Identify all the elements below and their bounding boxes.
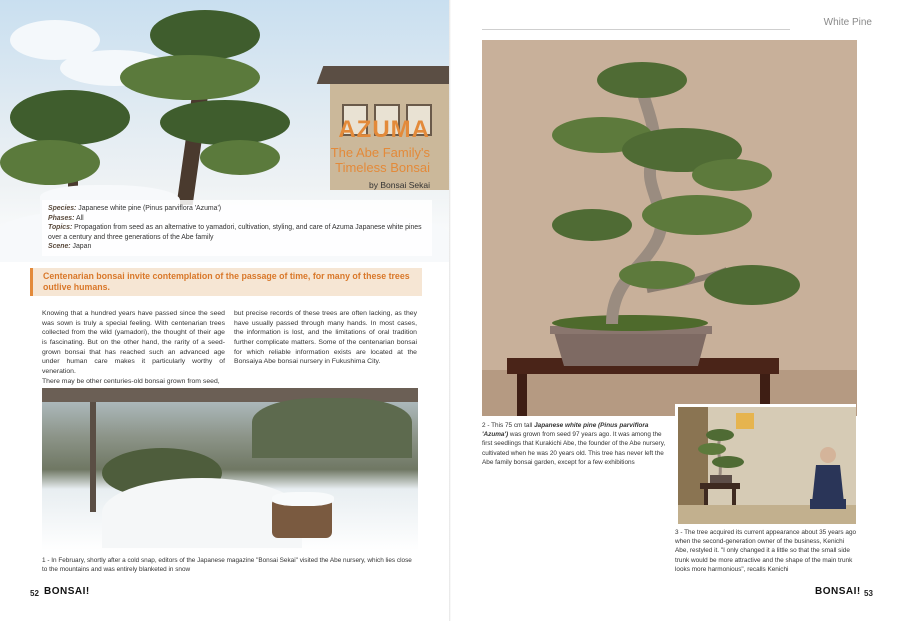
article-title: AZUMA [338, 116, 430, 143]
lead-paragraph: Centenarian bonsai invite contemplation of the passage of time, for many of these trees outlive humans. [30, 268, 422, 296]
caption-3: 3 - The tree acquired its current appearance about 35 years ago when the second-generation owner of the business, Kenichi Abe, restyled it. "I only changed it a little so that the small side trunk would be more attractive and the shape of the main trunk looks more harmonious", recalls Kenichi [675, 529, 857, 573]
section-tag: White Pine [823, 17, 872, 28]
brand-logo-left: BONSAI! [44, 586, 90, 597]
article-subtitle-line1: The Abe Family's [330, 145, 430, 160]
body-paragraph: but precise records of these trees are often lacking, as they have usually passed through many hands. In most cases, the information is lost, and the limitations of oral tradition further complicate matters. Some of the centenarian bonsai for which reliable information exists are located at the Bonsaiya Abe bonsai nursery in Fukushima City. [234, 310, 417, 366]
body-column-2 [234, 309, 417, 367]
article-title-block [260, 118, 430, 190]
article-subtitle-line2: Timeless Bonsai [335, 159, 430, 175]
owner-with-bonsai-illustration [678, 407, 856, 524]
azuma-bonsai-photo [482, 40, 857, 416]
meta-phases: Phases: All [48, 214, 84, 222]
right-page [450, 0, 900, 621]
meta-topics: Topics: Propagation from seed as an alternative to yamadori, cultivation, styling, and care of Azuma Japanese white pines over a century and three generations of the Abe family [48, 224, 422, 241]
header-rule [482, 29, 790, 30]
article-meta-box [42, 200, 432, 256]
article-byline: by Bonsai Sekai [369, 179, 430, 190]
caption-2: 2 - This 75 cm tall Japanese white pine (Pinus parviflora 'Azuma') was grown from seed 97 years ago. It was among the first seedlings that Kurakichi Abe, the founder of the Abe nursery, cultivated when he was 20 years old. This tree has never left the Abe family bonsai garden, except for a few exhibitions [482, 422, 666, 466]
bonsai-illustration [482, 40, 857, 416]
body-column-1 [42, 309, 225, 386]
brand-logo-right: BONSAI! [815, 586, 861, 597]
body-paragraph: There may be other centuries-old bonsai grown from seed, [42, 377, 220, 385]
snowy-garden-photo [42, 388, 418, 551]
page-number-right: 53 [864, 589, 873, 598]
caption-1: 1 - In February, shortly after a cold snap, editors of the Japanese magazine "Bonsai Sekai" visited the Abe nursery, which lies close to the mountains and was entirely blanketed in snow [42, 557, 412, 574]
meta-scene: Scene: Japan [48, 243, 92, 251]
meta-species: Species: Japanese white pine (Pinus parviflora 'Azuma') [48, 205, 222, 212]
kenichi-abe-photo [675, 404, 856, 524]
page-number-left: 52 [30, 589, 39, 598]
body-paragraph: Knowing that a hundred years have passed since the seed was sown is truly a special feeling. With centenarian trees collected from the wild (yamadori), the thought of their age is fascinating. But on the other hand, the rarity of a seed-grown bonsai that has reached such an advanced age under human care makes it particularly worthy of veneration. [42, 310, 225, 375]
